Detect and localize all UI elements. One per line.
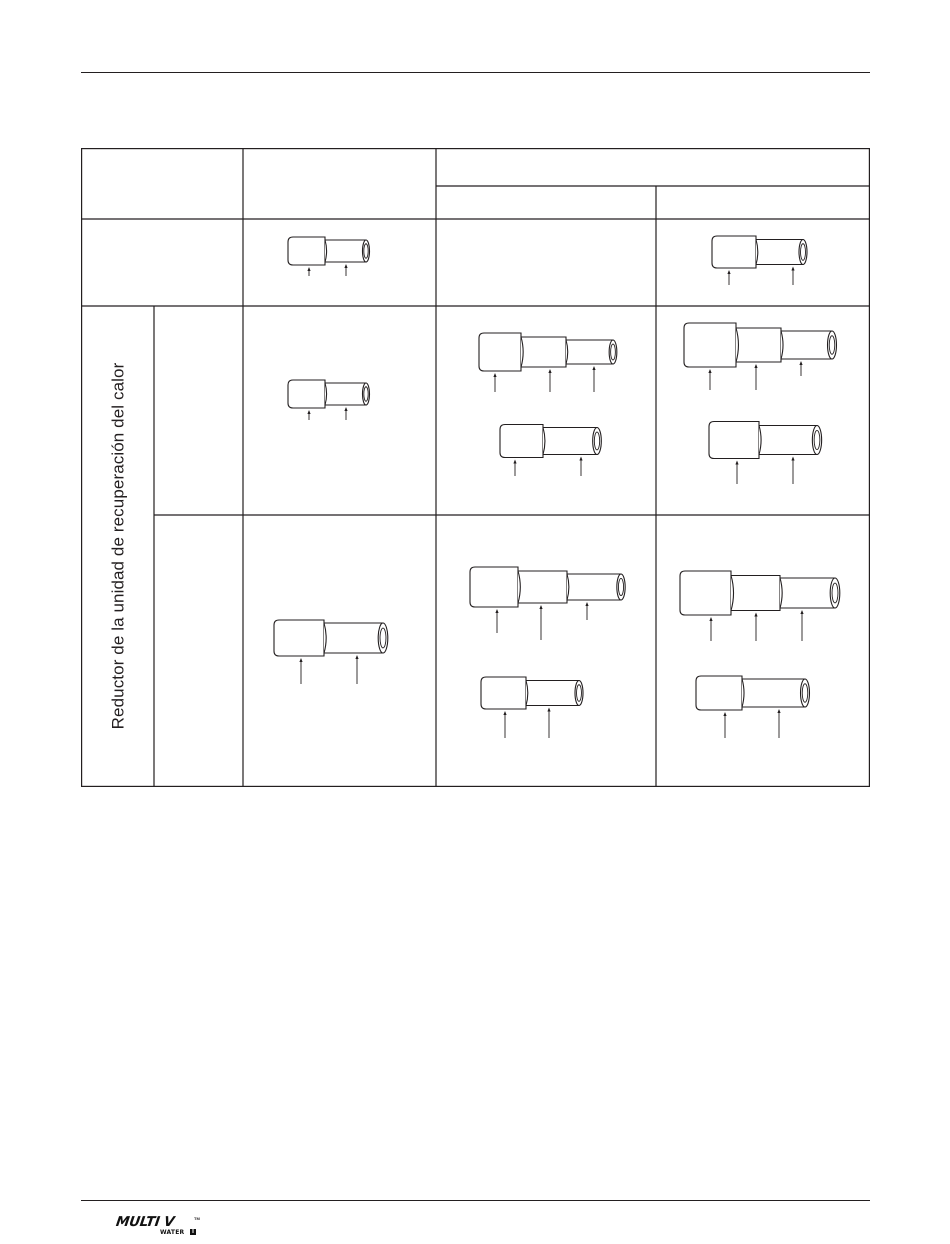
pipe-segment bbox=[521, 337, 566, 367]
pipe-segment bbox=[680, 571, 731, 615]
reducer-r2-c4a bbox=[684, 323, 836, 390]
pipe-bore bbox=[832, 583, 838, 603]
reducer-r3-c3a bbox=[470, 567, 625, 640]
logo-main-text: MULTI V bbox=[114, 1214, 176, 1230]
pointer-arrow bbox=[754, 613, 757, 617]
pipe-bore bbox=[594, 432, 599, 450]
pipe-bore bbox=[364, 244, 368, 259]
pipe-segment bbox=[325, 383, 366, 405]
pipe-bore bbox=[611, 344, 616, 360]
reducer-r3-c2 bbox=[274, 620, 388, 684]
pointer-arrow bbox=[799, 361, 802, 365]
pipe-segment bbox=[324, 623, 383, 653]
pipe-segment bbox=[526, 681, 579, 706]
pointer-arrow bbox=[585, 602, 588, 606]
pipe-segment bbox=[500, 425, 543, 458]
pointer-arrow bbox=[735, 461, 738, 465]
reducer-r1-c2 bbox=[288, 237, 370, 276]
logo-mark: II bbox=[191, 1229, 195, 1235]
pipe-segment bbox=[684, 323, 736, 367]
pointer-arrow bbox=[709, 617, 712, 621]
pointer-arrow bbox=[708, 369, 711, 373]
pipe-segment bbox=[780, 578, 835, 608]
reducer-r2-c3a bbox=[479, 333, 617, 392]
pipe-bore bbox=[380, 628, 386, 648]
pipe-segment bbox=[566, 340, 613, 364]
pipe-bore bbox=[618, 578, 623, 595]
pipe-bore bbox=[814, 430, 820, 449]
pipe-segment bbox=[567, 574, 621, 600]
logo-sub-text: WATER bbox=[160, 1229, 185, 1236]
pipe-segment bbox=[481, 677, 526, 709]
pointer-arrow bbox=[791, 267, 794, 271]
pointer-arrow bbox=[548, 369, 551, 373]
vertical-row-label bbox=[82, 306, 154, 786]
pointer-arrow bbox=[493, 373, 496, 377]
pipe-segment bbox=[696, 676, 742, 710]
pointer-arrow bbox=[777, 709, 780, 713]
pipe-segment bbox=[756, 240, 803, 265]
pipe-segment bbox=[288, 380, 325, 408]
pipe-segment bbox=[543, 428, 597, 455]
reducer-table bbox=[81, 148, 870, 787]
pipe-segment bbox=[709, 422, 759, 459]
pipe-segment bbox=[759, 426, 817, 455]
pointer-arrow bbox=[344, 264, 347, 268]
reducer-r3-c4a bbox=[680, 571, 840, 641]
pipe-segment bbox=[479, 333, 521, 371]
reducer-r2-c3b bbox=[500, 425, 601, 477]
pipe-segment bbox=[274, 620, 324, 656]
pipe-segment bbox=[781, 331, 832, 359]
pipe-segment bbox=[736, 328, 781, 362]
reducer-r2-c2 bbox=[288, 380, 370, 420]
table-figure bbox=[81, 148, 870, 787]
pipe-bore bbox=[802, 684, 808, 702]
pipe-bore bbox=[577, 685, 582, 702]
pointer-arrow bbox=[800, 610, 803, 614]
header-rule bbox=[81, 72, 870, 73]
pointer-arrow bbox=[495, 609, 498, 613]
pipe-segment bbox=[470, 567, 518, 607]
pointer-arrow bbox=[592, 366, 595, 370]
pointer-arrow bbox=[791, 457, 794, 461]
pointer-arrow bbox=[344, 407, 347, 411]
pipe-segment bbox=[288, 237, 325, 265]
pipe-segment bbox=[325, 240, 366, 262]
pipe-bore bbox=[829, 336, 835, 354]
pointer-arrow bbox=[727, 270, 730, 274]
pipe-bore bbox=[801, 244, 806, 261]
pointer-arrow bbox=[355, 655, 358, 659]
vertical-label-text: Reductor de la unidad de recuperación del calor bbox=[108, 362, 127, 730]
pointer-arrow bbox=[503, 711, 506, 715]
pipe-bore bbox=[364, 387, 368, 402]
reducer-r1-c4 bbox=[712, 236, 807, 285]
pointer-arrow bbox=[579, 457, 582, 461]
pipe-segment bbox=[712, 236, 756, 268]
reducer-r2-c4b bbox=[709, 422, 822, 485]
pipe-segment bbox=[731, 576, 780, 611]
pointer-arrow bbox=[299, 658, 302, 662]
pointer-arrow bbox=[513, 460, 516, 464]
pipe-segment bbox=[518, 571, 567, 603]
pointer-arrow bbox=[723, 712, 726, 716]
reducer-r3-c3b bbox=[481, 677, 583, 738]
multi-v-water-logo bbox=[116, 1214, 206, 1238]
pointer-arrow bbox=[754, 364, 757, 368]
pipe-segment bbox=[742, 679, 805, 707]
pointer-arrow bbox=[547, 708, 550, 712]
pointer-arrow bbox=[539, 605, 542, 609]
pointer-arrow bbox=[307, 267, 310, 271]
logo-tm-text: TM bbox=[194, 1216, 200, 1221]
reducer-r3-c4b bbox=[696, 676, 809, 738]
pointer-arrow bbox=[307, 410, 310, 414]
footer-rule bbox=[81, 1200, 870, 1201]
